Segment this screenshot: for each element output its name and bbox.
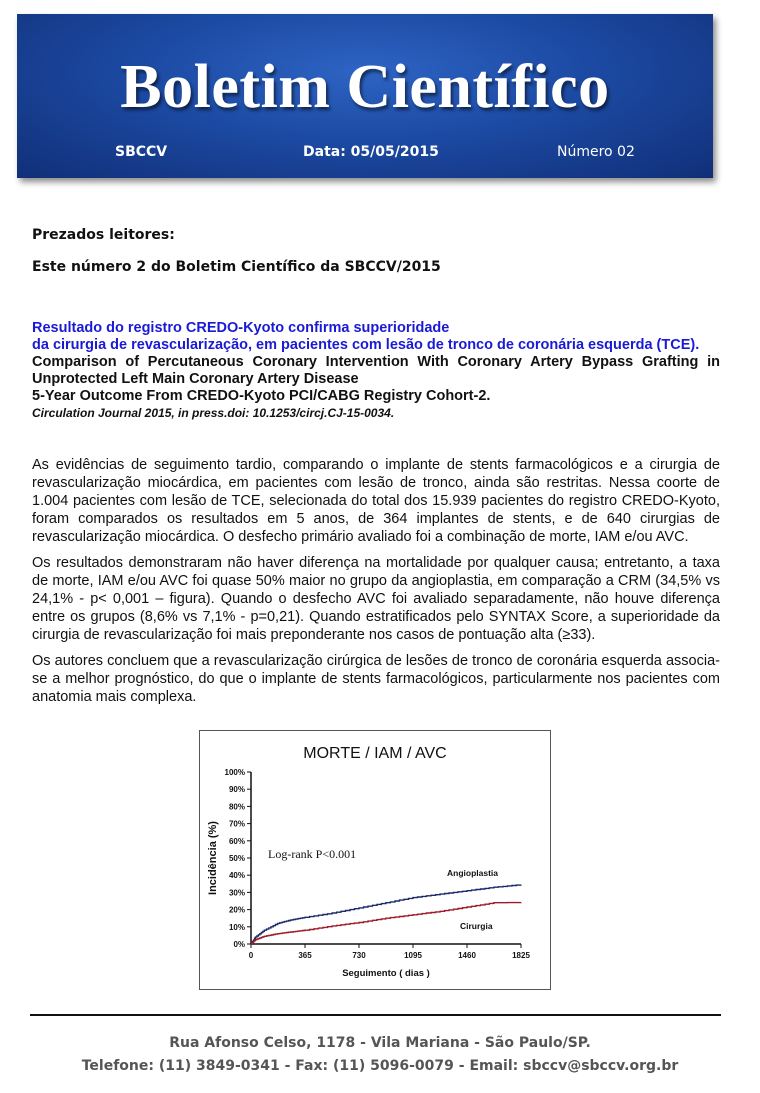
article-citation: Circulation Journal 2015, in press.doi: 10.1253/circj.CJ-15-0034.	[32, 406, 395, 420]
y-tick-label: 40%	[228, 871, 245, 881]
article-headline-1: Resultado do registro CREDO-Kyoto confirma superioridade	[32, 320, 450, 336]
series-angioplastia-line	[251, 885, 521, 944]
x-tick-label: 0	[248, 951, 254, 960]
y-tick-label: 80%	[228, 802, 245, 812]
series-label-angioplastia: Angioplastia	[447, 868, 499, 878]
greeting: Prezados leitores:	[32, 227, 175, 243]
header-banner	[17, 14, 713, 178]
article-title-en: Comparison of Percutaneous Coronary Intervention With Coronary Artery Bypass Grafting in Unprotected Left Main Coronary Artery Disease	[32, 354, 720, 387]
article-subtitle-en: 5-Year Outcome From CREDO-Kyoto PCI/CABG Registry Cohort-2.	[32, 388, 491, 404]
series-label-cirurgia: Cirurgia	[460, 921, 493, 931]
footer-address: Rua Afonso Celso, 1178 - Vila Mariana - São Paulo/SP.	[169, 1035, 591, 1051]
chart-title: MORTE / IAM / AVC	[303, 745, 447, 762]
y-tick-label: 70%	[228, 819, 245, 829]
x-tick-label: 730	[352, 951, 366, 960]
survival-chart	[200, 731, 550, 989]
y-tick-label: 50%	[228, 854, 245, 863]
y-tick-label: 20%	[228, 905, 245, 915]
org-label: SBCCV	[115, 144, 168, 160]
y-axis-label: Incidência (%)	[207, 821, 219, 895]
issue-number: Número 02	[557, 144, 635, 160]
paragraph: Os resultados demonstraram não haver diferença na mortalidade por qualquer causa; entretanto, a taxa de morte, IAM e/ou AVC foi quase 50% maior no grupo da angioplastia, em comparação a CRM (34,5% vs 24,1% - p< 0,001 – figura). Quando o desfecho AVC foi avaliado separadamente, não houve diferença entre os grupos (8,6% vs 7,1% - p=0,21). Quando estratificados pelo SYNTAX Score, a superioridade da cirurgia de revascularização foi mais preponderante nos casos de pontuação alta (≥33).	[32, 555, 720, 643]
intro-line: Este número 2 do Boletim Científico da SBCCV/2015	[32, 259, 441, 275]
x-axis-label: Seguimento ( dias )	[342, 968, 430, 979]
bulletin-title: Boletim Científico	[120, 53, 610, 121]
paragraph: Os autores concluem que a revascularização cirúrgica de lesões de tronco de coronária esquerda associa-se a melhor prognóstico, do que o implante de stents farmacológicos, particularmente nos pacientes com anatomia mais complexa.	[32, 653, 720, 705]
issue-date: Data: 05/05/2015	[303, 144, 439, 160]
x-tick-label: 1825	[512, 951, 530, 960]
x-tick-label: 1095	[404, 951, 422, 960]
logrank-annotation: Log-rank P<0.001	[268, 847, 357, 861]
article-headline-2: da cirurgia de revascularização, em pacientes com lesão de tronco de coronária esquerda (TCE).	[32, 337, 700, 353]
y-tick-label: 60%	[228, 836, 245, 846]
y-tick-label: 100%	[224, 768, 245, 777]
x-tick-label: 1460	[458, 951, 476, 960]
paragraph: As evidências de seguimento tardio, comparando o implante de stents farmacológicos e a cirurgia de revascularização miocárdica, em pacientes com lesão de tronco, ainda são restritas. Nessa coorte de 1.004 pacientes com lesão de TCE, selecionada do total dos 15.939 pacientes do registro CREDO-Kyoto, foram comparados os resultados em 5 anos, de 364 implantes de stents, e de 640 cirurgias de revascularização miocárdica. O desfecho primário avaliado foi a combinação de morte, IAM e/ou AVC.	[32, 457, 720, 545]
footer-contact: Telefone: (11) 3849-0341 - Fax: (11) 5096-0079 - Email: sbccv@sbccv.org.br	[81, 1058, 679, 1074]
article-body	[32, 456, 720, 706]
footer-divider	[30, 1014, 721, 1016]
y-tick-label: 10%	[228, 922, 245, 932]
y-tick-label: 90%	[228, 785, 245, 795]
y-tick-label: 0%	[233, 940, 245, 949]
chart-figure	[199, 730, 551, 990]
x-tick-label: 365	[298, 951, 312, 960]
article-header	[32, 320, 720, 421]
y-tick-label: 30%	[228, 888, 245, 898]
